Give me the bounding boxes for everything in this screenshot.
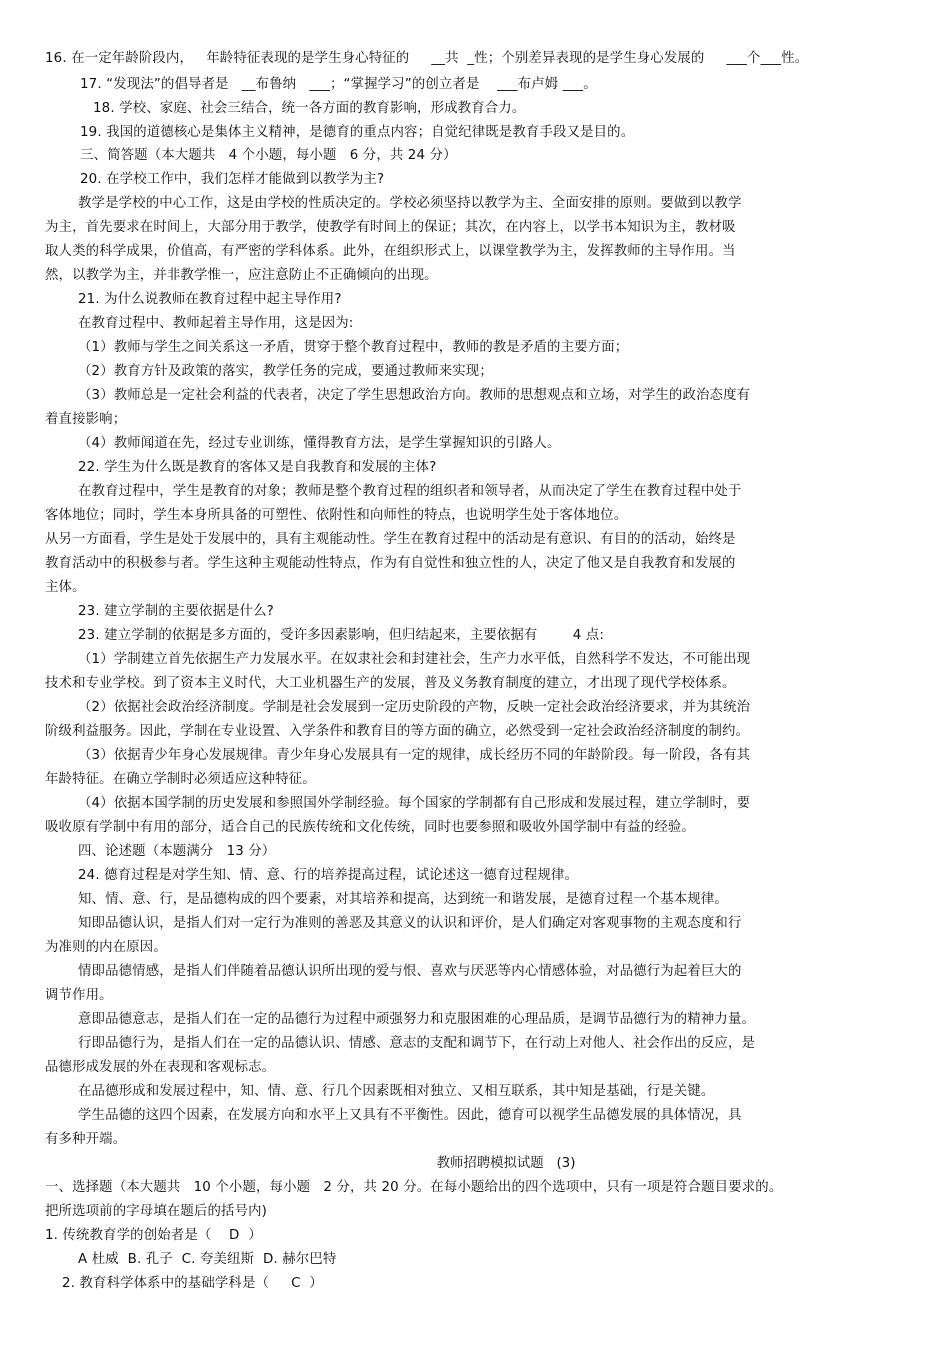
text-line: 然，以教学为主，并非教学惟一，应注意防止不正确倾向的出现。 <box>45 268 438 283</box>
text-line: 16. 在一定年龄阶段内， 年龄特征表现的是学生身心特征的 __共 _性；个别差异表现的是学生身心发展的 ___个___性。 <box>45 51 809 66</box>
text-line: 知、情、意、行，是品德构成的四个要素，对其培养和提高，达到统一和谐发展，是德育过程一个基本规律。 <box>78 892 728 907</box>
text-line: （4）教师闻道在先，经过专业训练，懂得教育方法，是学生掌握知识的引路人。 <box>78 436 561 451</box>
question-heading: 21. 为什么说教师在教育过程中起主导作用? <box>78 292 342 307</box>
question-heading: 24. 德育过程是对学生知、情、意、行的培养提高过程，试论述这一德育过程规律。 <box>78 868 579 883</box>
section-heading: 一、选择题（本大题共 10 个小题，每小题 2 分，共 20 分。在每小题给出的四个选项中，只有一项是符合题目要求的。 <box>45 1180 783 1195</box>
text-line: （4）依据本国学制的历史发展和参照国外学制经验。每个国家的学制都有自己形成和发展过程，建立学制时，要 <box>78 796 751 811</box>
text-line: （3）教师总是一定社会利益的代表者，决定了学生思想政治方向。教师的思想观点和立场，对学生的政治态度有 <box>78 388 751 403</box>
text-line: 意即品德意志，是指人们在一定的品德行为过程中顽强努力和克服困难的心理品质，是调节品德行为的精神力量。 <box>78 1012 756 1027</box>
exam-title: 教师招聘模拟试题 (3) <box>436 1156 576 1171</box>
section-heading: 四、论述题（本题满分 13 分） <box>78 844 276 859</box>
text-line: 教育活动中的积极参与者。学生这种主观能动性特点，作为有自觉性和独立性的人，决定了他又是自我教育和发展的 <box>45 556 736 571</box>
text-line: 品德形成发展的外在表现和客观标志。 <box>45 1060 276 1075</box>
text-line: 着直接影响； <box>45 412 127 427</box>
text-line: 调节作用。 <box>45 988 113 1003</box>
question-heading: 23. 建立学制的主要依据是什么? <box>78 604 274 619</box>
text-line: 知即品德认识，是指人们对一定行为准则的善恶及其意义的认识和评价，是人们确定对客观事物的主观态度和行 <box>78 916 742 931</box>
question-heading: 2. 教育科学体系中的基础学科是（ C ） <box>62 1276 323 1291</box>
answer-options: A 杜威 B. 孔子 C. 夸美纽斯 D. 赫尔巴特 <box>78 1252 337 1267</box>
text-line: （1）教师与学生之间关系这一矛盾，贯穿于整个教育过程中，教师的教是矛盾的主要方面； <box>78 340 629 355</box>
text-line: 为主，首先要求在时间上，大部分用于教学，使教学有时间上的保证；其次，在内容上，以学书本知识为主，教材吸 <box>45 220 736 235</box>
text-line: 取人类的科学成果，价值高，有严密的学科体系。此外，在组织形式上，以课堂教学为主，发挥教师的主导作用。当 <box>45 244 736 259</box>
question-heading: 20. 在学校工作中，我们怎样才能做到以教学为主? <box>80 172 385 187</box>
text-line: 在教育过程中、教师起着主导作用，这是因为: <box>78 316 354 331</box>
text-line: 在品德形成和发展过程中，知、情、意、行几个因素既相对独立、又相互联系，其中知是基础，行是关键。 <box>78 1084 715 1099</box>
text-line: 行即品德行为，是指人们在一定的品德认识、情感、意志的支配和调节下，在行动上对他人、社会作出的反应，是 <box>78 1036 756 1051</box>
text-line: （2）教育方针及政策的落实，教学任务的完成，要通过教师来实现； <box>78 364 493 379</box>
text-line: 17. “发现法”的倡导者是 __布鲁纳 ___；“掌握学习”的创立者是 ___布卢姆 ___。 <box>80 77 597 92</box>
text-line: 19. 我国的道德核心是集体主义精神，是德育的重点内容；自觉纪律既是教育手段又是目的。 <box>80 125 635 140</box>
text-line: 主体。 <box>45 580 86 595</box>
text-line: 客体地位；同时，学生本身所具备的可塑性、依附性和向师性的特点，也说明学生处于客体地位。 <box>45 508 628 523</box>
text-line: 年龄特征。在确立学制时必须适应这种特征。 <box>45 772 316 787</box>
section-heading: 三、简答题（本大题共 4 个小题，每小题 6 分，共 24 分） <box>80 148 457 163</box>
text-line: （3）依据青少年身心发展规律。青少年身心发展具有一定的规律，成长经历不同的年龄阶段。每一阶段，各有其 <box>78 748 751 763</box>
text-line: （1）学制建立首先依据生产力发展水平。在奴隶社会和封建社会，生产力水平低，自然科学不发达，不可能出现 <box>78 652 751 667</box>
text-line: 吸收原有学制中有用的部分，适合自己的民族传统和文化传统，同时也要参照和吸收外国学制中有益的经验。 <box>45 820 695 835</box>
text-line: 学生品德的这四个因素，在发展方向和水平上又具有不平衡性。因此，德育可以视学生品德发展的具体情况，具 <box>78 1108 742 1123</box>
text-line: 从另一方面看，学生是处于发展中的，具有主观能动性。学生在教育过程中的活动是有意识、有目的的活动，始终是 <box>45 532 736 547</box>
text-line: 有多种开端。 <box>45 1132 127 1147</box>
text-line: 18. 学校、家庭、社会三结合，统一各方面的教育影响，形成教育合力。 <box>93 101 526 116</box>
text-line: 情即品德情感，是指人们伴随着品德认识所出现的爱与恨、喜欢与厌恶等内心情感体验，对品德行为起着巨大的 <box>78 964 742 979</box>
question-heading: 1. 传统教育学的创始者是（ D ） <box>45 1228 262 1243</box>
text-line: （2）依据社会政治经济制度。学制是社会发展到一定历史阶段的产物，反映一定社会政治经济要求，并为其统治 <box>78 700 751 715</box>
text-line: 技术和专业学校。到了资本主义时代，大工业机器生产的发展，普及义务教育制度的建立，才出现了现代学校体系。 <box>45 676 736 691</box>
text-line: 阶级利益服务。因此，学制在专业设置、入学条件和教育目的等方面的确立，必然受到一定社会政治经济制度的制约。 <box>45 724 750 739</box>
text-line: 把所选项前的字母填在题后的括号内) <box>45 1204 268 1219</box>
text-line: 为准则的内在原因。 <box>45 940 167 955</box>
text-line: 23. 建立学制的依据是多方面的，受许多因素影响，但归结起来，主要依据有 4 点: <box>78 628 604 643</box>
question-heading: 22. 学生为什么既是教育的客体又是自我教育和发展的主体? <box>78 460 437 475</box>
text-line: 在教育过程中，学生是教育的对象；教师是整个教育过程的组织者和领导者，从而决定了学生在教育过程中处于 <box>78 484 742 499</box>
text-line: 教学是学校的中心工作，这是由学校的性质决定的。学校必须坚持以教学为主、全面安排的原则。要做到以教学 <box>78 196 742 211</box>
